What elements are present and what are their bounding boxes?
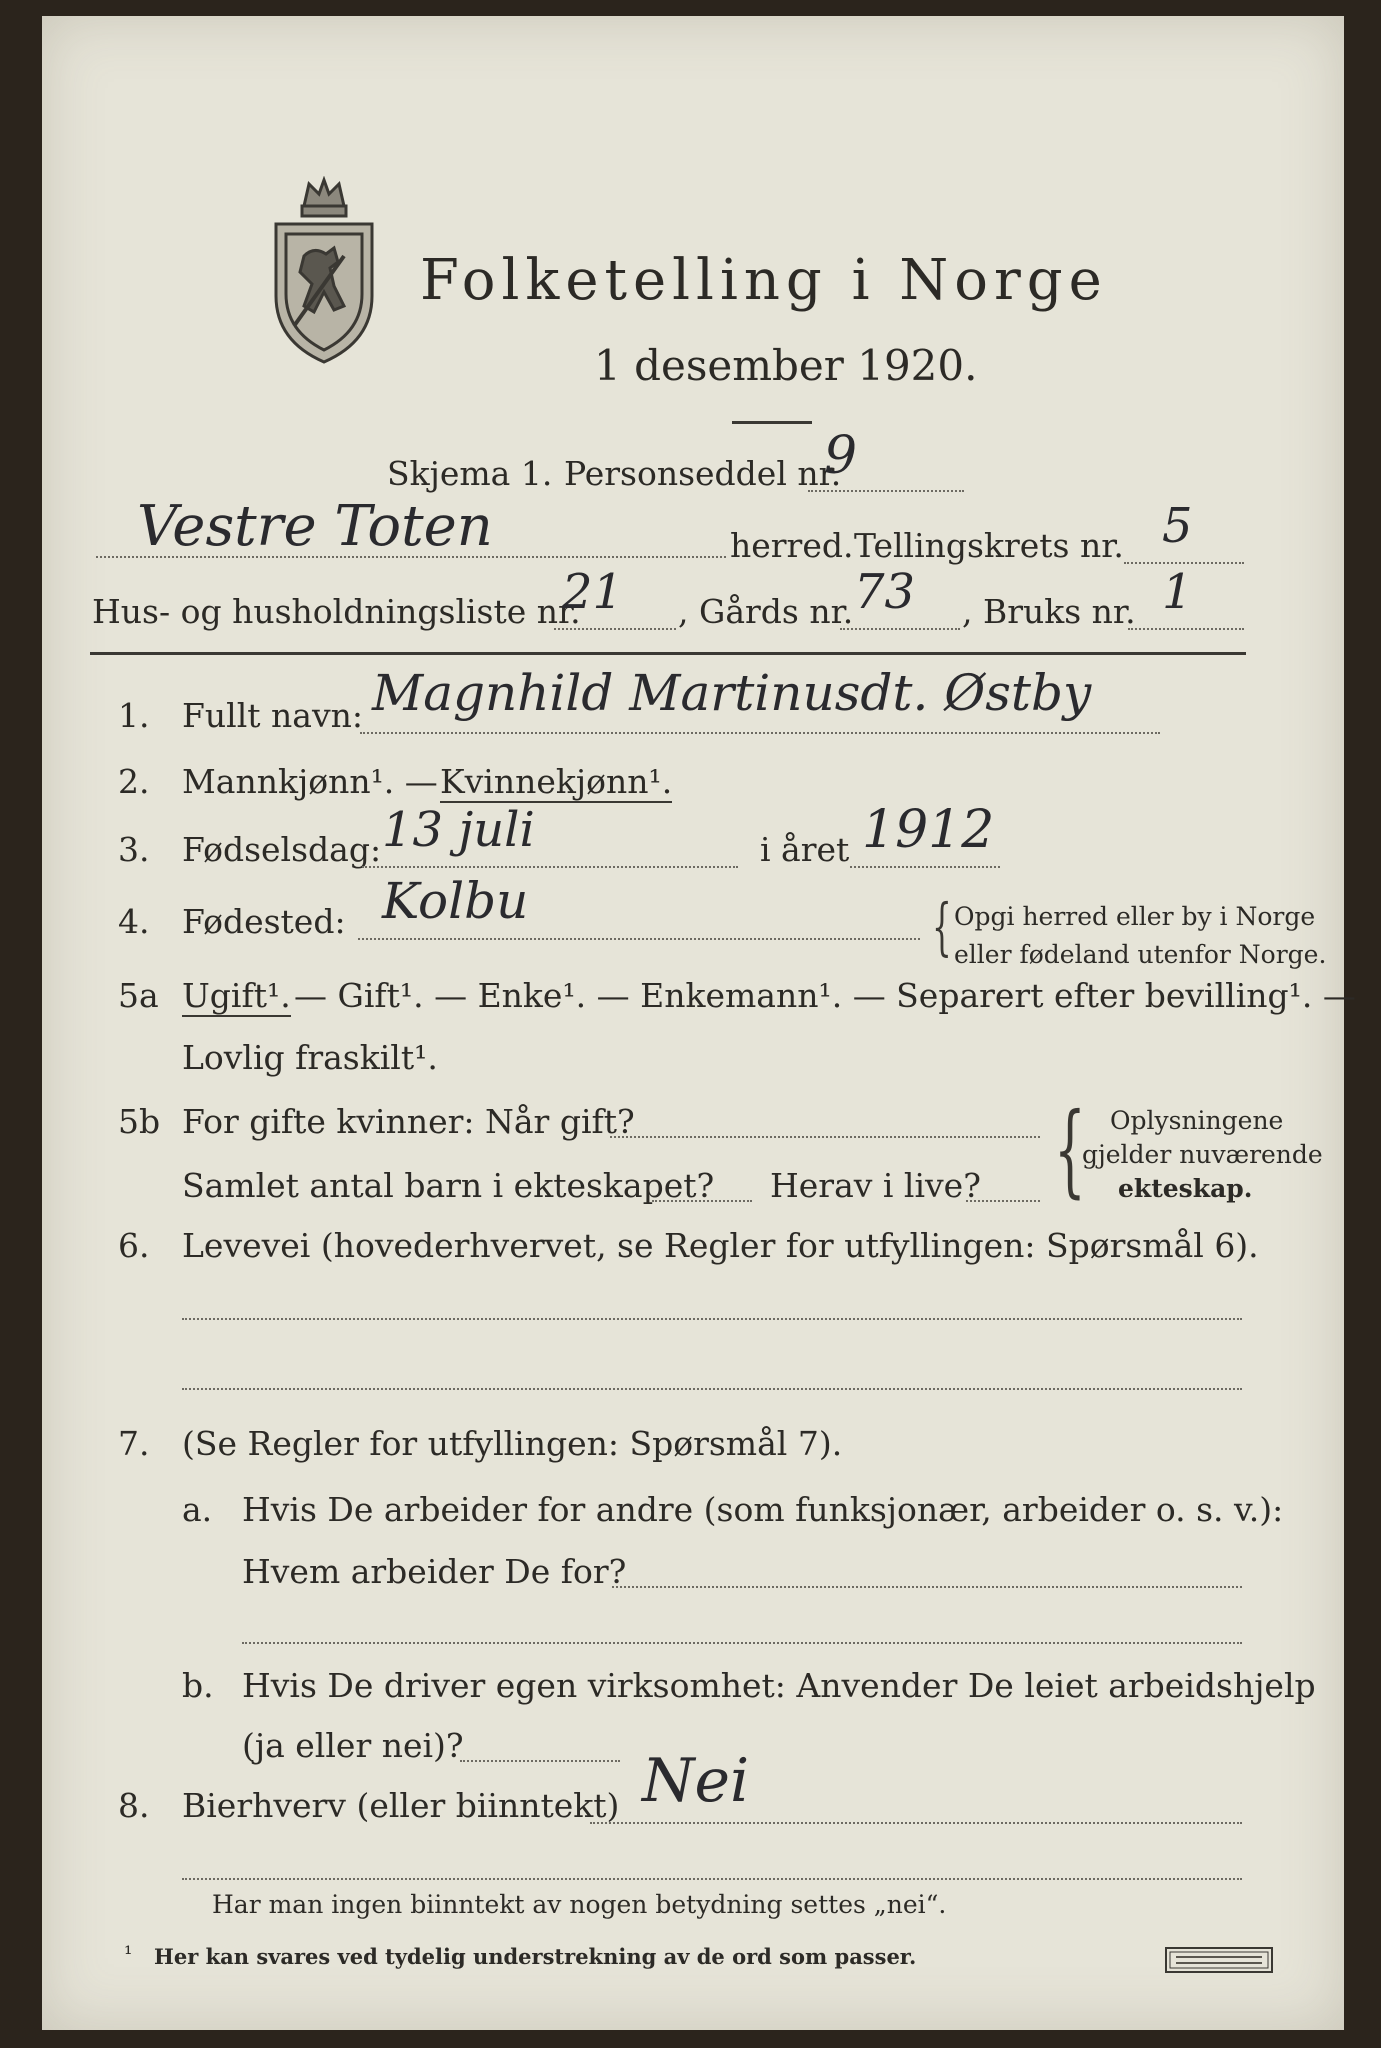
bruks-label: , Bruks nr. [962,592,1136,631]
norwegian-coat-of-arms-lion-icon [264,176,384,366]
q7a-letter: a. [182,1490,213,1529]
q6-label: Levevei (hovederhvervet, se Regler for utfyllingen: Spørsmål 6). [182,1226,1259,1265]
bierhverv-value[interactable]: Nei [642,1746,750,1816]
form-title: Folketelling i Norge [420,248,1108,313]
q2-male-option[interactable]: Mannkjønn¹. — [182,762,438,801]
gards-number[interactable]: 73 [854,564,916,620]
q2-female-option-underlined[interactable]: Kvinnekjønn¹. [440,762,673,801]
census-form: Folketelling i Norge 1 desember 1920. Skjema 1. Personseddel nr. 9 Vestre Toten herred. Tellingskrets nr. 5 Hus- og husholdningsliste nr. 21 , Gårds nr. 73 , Bruks nr. 1 1. Fullt navn: Magnhild Martinusdt. Østby 2. Mannkjønn¹. — Kvinnekjønn¹. 3. Fødselsdag: 13 juli i året 1912 4. Fødested: Kolbu { Opgi herred eller by i Norge eller fødeland utenfor Norge. 5a Ugift¹. — Gift¹. — Enke¹. — Enkemann¹. — Separert efter bevilling¹. — Lovlig fraskilt¹. 5b For gifte kvinner: Når gift? Samlet antal barn i ekteskapet? Herav i live? { Oplysningene gjelder nuværende ekteskap. 6. Levevei (hovederhvervet, se Regler for utfyllingen: Spørsmål 6). 7. (Se Regler for utfyllingen: Spørsmål 7). a. Hvis De arbeider for andre (som funksjonær, arbeider o. s. v.): Hvem arbeider De for? b. Hvis De driver egen virksomhet: Anvender De leiet arbeidshjelp (ja eller nei)? 8. Bierhverv (eller biinntekt) Nei Har man ingen biinntekt av nogen betydning settes „nei“. ¹ Her kan svares ved tydelig understrekning av de ord som passer. [42,16,1344,2030]
q5b-married-label: For gifte kvinner: Når gift? [182,1102,635,1141]
bruks-number[interactable]: 1 [1162,564,1193,620]
q3-label: Fødselsdag: [182,830,382,869]
q6-answer-line-1[interactable] [182,1318,1242,1320]
q7b-letter: b. [182,1666,214,1705]
q5a-ugift-option-underlined[interactable]: Ugift¹. [182,976,291,1015]
footnote-text: Her kan svares ved tydelig understrekning av de ord som passer. [154,1944,917,1969]
q7a-label-line-1: Hvis De arbeider for andre (som funksjonær, arbeider o. s. v.): [242,1490,1284,1529]
q5b-note-line-3: ekteskap. [1118,1174,1253,1203]
census-date: 1 desember 1920. [594,341,978,390]
q7a-label-line-2: Hvem arbeider De for? [242,1552,627,1591]
q7-label: (Se Regler for utfyllingen: Spørsmål 7). [182,1424,843,1463]
q1-label: Fullt navn: [182,696,363,735]
footnote-mark: ¹ [124,1942,133,1966]
q7a-answer-line-2[interactable] [242,1642,1242,1644]
gards-label: , Gårds nr. [678,592,854,631]
herred-label: herred. [730,526,854,565]
q2-number: 2. [118,762,150,801]
full-name-value[interactable]: Magnhild Martinusdt. Østby [372,664,1092,722]
q4-number: 4. [118,902,150,941]
q7b-label-line-2: (ja eller nei)? [242,1726,464,1765]
schema-label: Skjema 1. [387,454,553,493]
birthplace-value[interactable]: Kolbu [382,872,529,930]
q5b-alive-label: Herav i live? [770,1166,981,1205]
q6-number: 6. [118,1226,150,1265]
q8-number: 8. [118,1786,150,1825]
q7b-answer-line[interactable] [460,1760,620,1762]
q8-label: Bierhverv (eller biinntekt) [182,1786,620,1825]
q4-note-line-1: Opgi herred eller by i Norge [954,902,1316,931]
q3-year-label: i året [760,830,850,869]
q7b-label-line-1: Hvis De driver egen virksomhet: Anvender De leiet arbeidshjelp [242,1666,1316,1705]
q7a-answer-line[interactable] [612,1586,1242,1588]
q5b-note-line-1: Oplysningene [1110,1106,1284,1135]
personseddel-label: Personseddel nr. [564,454,842,493]
birth-year-value[interactable]: 1912 [862,800,995,860]
tellingskrets-number[interactable]: 5 [1162,498,1193,554]
hus-number[interactable]: 21 [562,564,624,620]
printer-stamp-icon [1164,1946,1274,1974]
header-divider [90,652,1246,655]
q5b-number: 5b [118,1102,161,1141]
q4-note-line-2: eller fødeland utenfor Norge. [954,940,1327,969]
q4-label: Fødested: [182,902,346,941]
herred-value[interactable]: Vestre Toten [137,494,493,559]
birthday-value[interactable]: 13 juli [382,802,535,858]
q5b-note-line-2: gjelder nuværende [1082,1140,1323,1169]
q6-answer-line-2[interactable] [182,1388,1242,1390]
hus-label: Hus- og husholdningsliste nr. [92,592,581,631]
q3-number: 3. [118,830,150,869]
q8-note: Har man ingen biinntekt av nogen betydning settes „nei“. [212,1890,947,1919]
q8-answer-line-2[interactable] [182,1878,1242,1880]
q1-number: 1. [118,696,150,735]
tellingskrets-label: Tellingskrets nr. [854,526,1124,565]
q5a-other-options[interactable]: — Gift¹. — Enke¹. — Enkemann¹. — Separert efter bevilling¹. — [294,976,1356,1015]
q5b-children-label: Samlet antal barn i ekteskapet? [182,1166,715,1205]
q5a-number: 5a [118,976,159,1015]
q7-number: 7. [118,1424,150,1463]
personseddel-number[interactable]: 9 [824,426,858,486]
title-divider [732,421,812,424]
q5a-lovlig-fraskilt-option[interactable]: Lovlig fraskilt¹. [182,1038,438,1077]
